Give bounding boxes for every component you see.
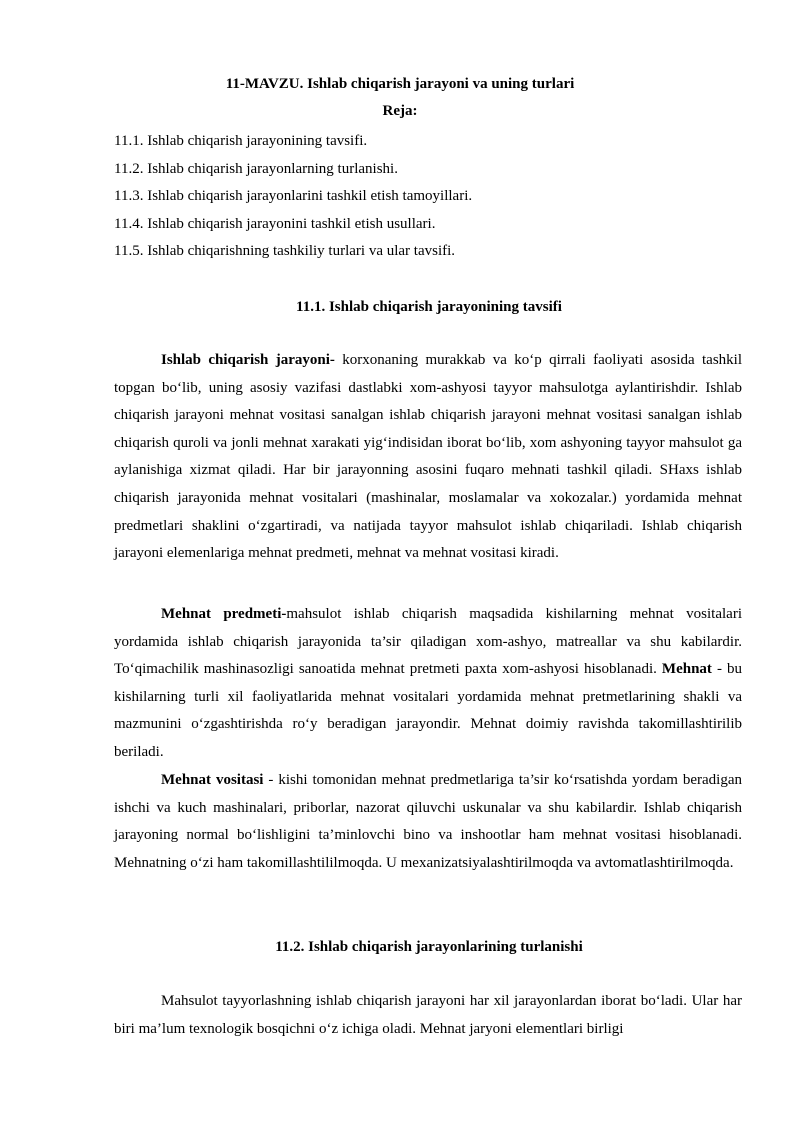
paragraph-text: Mahsulot tayyorlashning ishlab chiqarish jarayoni har xil jarayonlardan iborat bo‘ladi. Ular har biri ma’lum texnologik bosqichni o‘z ichiga oladi. Mehnat jaryoni elementlari birligi xyxy=(114,993,742,1037)
paragraph-text: - kishi tomonidan mehnat predmetlariga ta’sir ko‘rsatishda yordam beradigan ishchi va kuch mashinalari, priborlar, nazorat qiluvchi uskunalar va shu kabilardir. Ishlab chiqarish jarayoning normal bo‘lishligini ta’minlovchi bino va inshootlar ham mehnat vositasi hisoblanadi. Mehnatning o‘zi ham takomillashtililmoqda. U mexanizatsiyalashtirilmoqda va avtomatlashtirilmoqda. xyxy=(114,772,742,871)
paragraph xyxy=(114,767,742,877)
term: Ishlab chiqarish jarayoni- xyxy=(161,352,335,368)
section-heading: 11.2. Ishlab chiqarish jarayonlarining turlanishi xyxy=(275,939,583,955)
paragraph-text: korxonaning murakkab va ko‘p qirrali faoliyati asosida tashkil topgan bo‘lib, uning asosiy vazifasi dastlabki xom-ashyosi tayyor mahsulotga aylantirishdir. Ishlab chiqarish jarayoni mehnat vositasi sanalgan ishlab chiqarish jarayoni mehnat vositasi sanalgan ishlab chiqarish quroli va jonli mehnat xarakati yig‘indisidan iborat bo‘lib, xom ashyoning tayyor mahsulot ga aylanishiga xizmat qiladi. Har bir jarayonning asosini fuqaro mehnati tashkil qiladi. SHaxs ishlab chiqarish jarayonida mehnat vositalari (mashinalar, moslamalar va xokozalar.) yordamida mehnat predmetlari shaklini o‘zgartiradi, va natijada tayyor mahsulot ishlab chiqariladi. Ishlab chiqarish jarayoni elemenlariga mehnat predmeti, mehnat va mehnat vositasi kiradi. xyxy=(114,352,742,562)
document-title: 11-MAVZU. Ishlab chiqarish jarayoni va uning turlari xyxy=(225,76,575,92)
plan-item: 11.4. Ishlab chiqarish jarayonini tashkil etish usullari. xyxy=(114,216,436,232)
paragraph xyxy=(114,601,742,767)
term: Mehnat vositasi xyxy=(161,772,264,788)
paragraph-text: mahsulot ishlab chiqarish maqsadida kishilarning mehnat vositalari yordamida ishlab chiqarish jarayonida ta’sir qiladigan xom-ashyo, matreallar va shu kabilardir. To‘qimachilik mashinasozligi sanoatida mehnat pretmeti paxta xom-ashyosi hisoblanadi. xyxy=(114,606,742,678)
plan-item: 11.5. Ishlab chiqarishning tashkiliy turlari va ular tavsifi. xyxy=(114,243,456,259)
term: Mehnat predmeti- xyxy=(161,606,287,622)
plan-item: 11.3. Ishlab chiqarish jarayonlarini tashkil etish tamoyillari. xyxy=(114,188,473,204)
plan-item: 11.1. Ishlab chiqarish jarayonining tavsifi. xyxy=(114,133,368,149)
paragraph-text: - bu kishilarning turli xil faoliyatlarida mehnat vositalari yordamida mehnat pretmetlarining shakli va mazmunini o‘zgashtirishda ro‘y beradigan jarayondir. Mehnat doimiy ravishda takomillashtirilib beriladi. xyxy=(114,661,743,760)
section-heading: 11.1. Ishlab chiqarish jarayonining tavsifi xyxy=(296,299,562,315)
term: Mehnat xyxy=(661,661,712,678)
plan-heading: Reja: xyxy=(382,103,418,119)
plan-item: 11.2. Ishlab chiqarish jarayonlarning turlanishi. xyxy=(114,161,398,177)
paragraph xyxy=(114,347,742,568)
paragraph xyxy=(114,988,742,1050)
